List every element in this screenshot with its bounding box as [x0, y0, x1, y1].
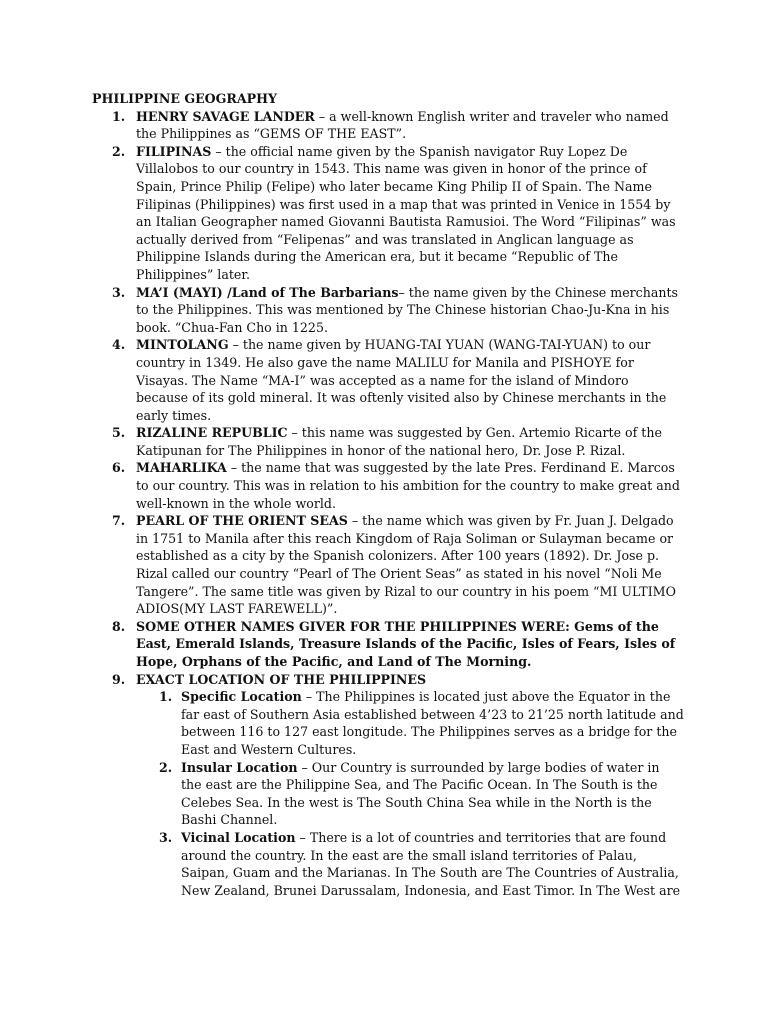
- subitem-term: Specific Location: [181, 689, 302, 705]
- subitem-term: Insular Location: [181, 759, 298, 775]
- subitem-text: – Our Country is surrounded by large bodies of water in the east are the Philippine Sea, and The Pacific Ocean. In The South is the Celebes Sea. In the west is The South China Sea while in the North is the Bashi Channel.: [181, 759, 660, 828]
- item-number: 7.: [112, 513, 126, 529]
- location-sublist: [136, 688, 684, 899]
- item-term: FILIPINAS: [136, 143, 212, 159]
- list-item: [112, 618, 684, 671]
- list-item: [112, 424, 684, 459]
- list-item: [112, 143, 684, 284]
- item-term: EXACT LOCATION OF THE PHILIPPINES: [136, 671, 427, 687]
- item-text: – the name that was suggested by the late Pres. Ferdinand E. Marcos to our country. This was in relation to his ambition for the country to make great and well-known in the whole world.: [136, 460, 680, 511]
- subitem-number: 1.: [159, 689, 173, 705]
- item-text: – a well-known English writer and traveler who named the Philippines as “GEMS OF THE EAST”.: [136, 108, 669, 142]
- item-text: – the name given by the Chinese merchants to the Philippines. This was mentioned by The Chinese historian Chao-Ju-Kna in his book. “Chua-Fan Cho in 1225.: [136, 284, 678, 335]
- list-item: [112, 512, 684, 618]
- sublist-item: [159, 759, 684, 829]
- item-number: 2.: [112, 143, 126, 159]
- sublist-item: [159, 688, 684, 758]
- sublist-item: [159, 829, 684, 899]
- item-text: – the name which was given by Fr. Juan J. Delgado in 1751 to Manila after this reach Kingdom of Raja Soliman or Sulayman became or established as a city by the Spanish colonizers. After 100 years (1892). Dr. Jose p. Rizal called our country “Pearl of The Orient Seas” as stated in his novel “Noli Me Tangere”. The same title was given by Rizal to our country in his poem “MI ULTIMO ADIOS(MY LAST FAREWELL)”.: [136, 513, 676, 617]
- list-item: [112, 671, 684, 900]
- item-term: RIZALINE REPUBLIC: [136, 425, 288, 441]
- item-number: 4.: [112, 337, 126, 353]
- item-number: 9.: [112, 671, 126, 687]
- item-term: MA’I (MAYI) /Land of The Barbarians: [136, 284, 399, 300]
- list-item: [112, 336, 684, 424]
- item-number: 5.: [112, 425, 126, 441]
- item-bold-text: SOME OTHER NAMES GIVER FOR THE PHILIPPINES WERE: Gems of the East, Emerald Islands, Treasure Islands of the Pacific, Isles of Fears, Isles of Hope, Orphans of the Pacific, and Land of The Morning.: [136, 618, 676, 669]
- list-item: [112, 108, 684, 143]
- item-number: 3.: [112, 284, 126, 300]
- item-text: – the official name given by the Spanish navigator Ruy Lopez De Villalobos to our country in 1543. This name was given in honor of the prince of Spain, Prince Philip (Felipe) who later became King Philip II of Spain. The Name Filipinas (Philippines) was first used in a map that was printed in Venice in 1554 by an Italian Geographer named Giovanni Bautista Ramusioi. The Word “Filipinas” was actually derived from “Felipenas” and was translated in Anglican language as Philippine Islands during the American era, but it became “Republic of The Philippines” later.: [136, 143, 676, 282]
- item-term: MINTOLANG: [136, 337, 229, 353]
- list-item: [112, 284, 684, 337]
- list-item: [112, 459, 684, 512]
- subitem-number: 3.: [159, 829, 173, 845]
- subitem-term: Vicinal Location: [181, 829, 296, 845]
- document-title: PHILIPPINE GEOGRAPHY: [92, 91, 278, 106]
- item-term: MAHARLIKA: [136, 460, 227, 476]
- item-number: 1.: [112, 108, 126, 124]
- item-text: – this name was suggested by Gen. Artemio Ricarte of the Katipunan for The Philippines in honor of the national hero, Dr. Jose P. Rizal.: [136, 425, 662, 458]
- item-text: – the name given by HUANG-TAI YUAN (WANG-TAI-YUAN) to our country in 1349. He also gave the name MALILU for Manila and PISHOYE for Visayas. The Name “MA-I” was accepted as a name for the island of Mindoro because of its gold mineral. It was oftenly visited also by Chinese merchants in the early times.: [136, 337, 667, 423]
- subitem-text: – The Philippines is located just above the Equator in the far east of Southern Asia established between 4’23 to 21’25 north latitude and between 116 to 127 east longitude. The Philippines serves as a bridge for the East and Western Cultures.: [181, 689, 684, 757]
- item-number: 8.: [112, 618, 126, 634]
- document-body: [92, 90, 684, 899]
- subitem-text: – There is a lot of countries and territories that are found around the country. In the east are the small island territories of Palau, Saipan, Guam and the Marianas. In The South are The Countries of Australia, New Zealand, Brunei Darussalam, Indonesia, and East Timor. In The West are: [181, 829, 681, 898]
- subitem-number: 2.: [159, 759, 173, 775]
- names-list: [92, 108, 684, 900]
- item-number: 6.: [112, 460, 126, 476]
- item-term: HENRY SAVAGE LANDER: [136, 108, 315, 124]
- item-term: PEARL OF THE ORIENT SEAS: [136, 513, 348, 529]
